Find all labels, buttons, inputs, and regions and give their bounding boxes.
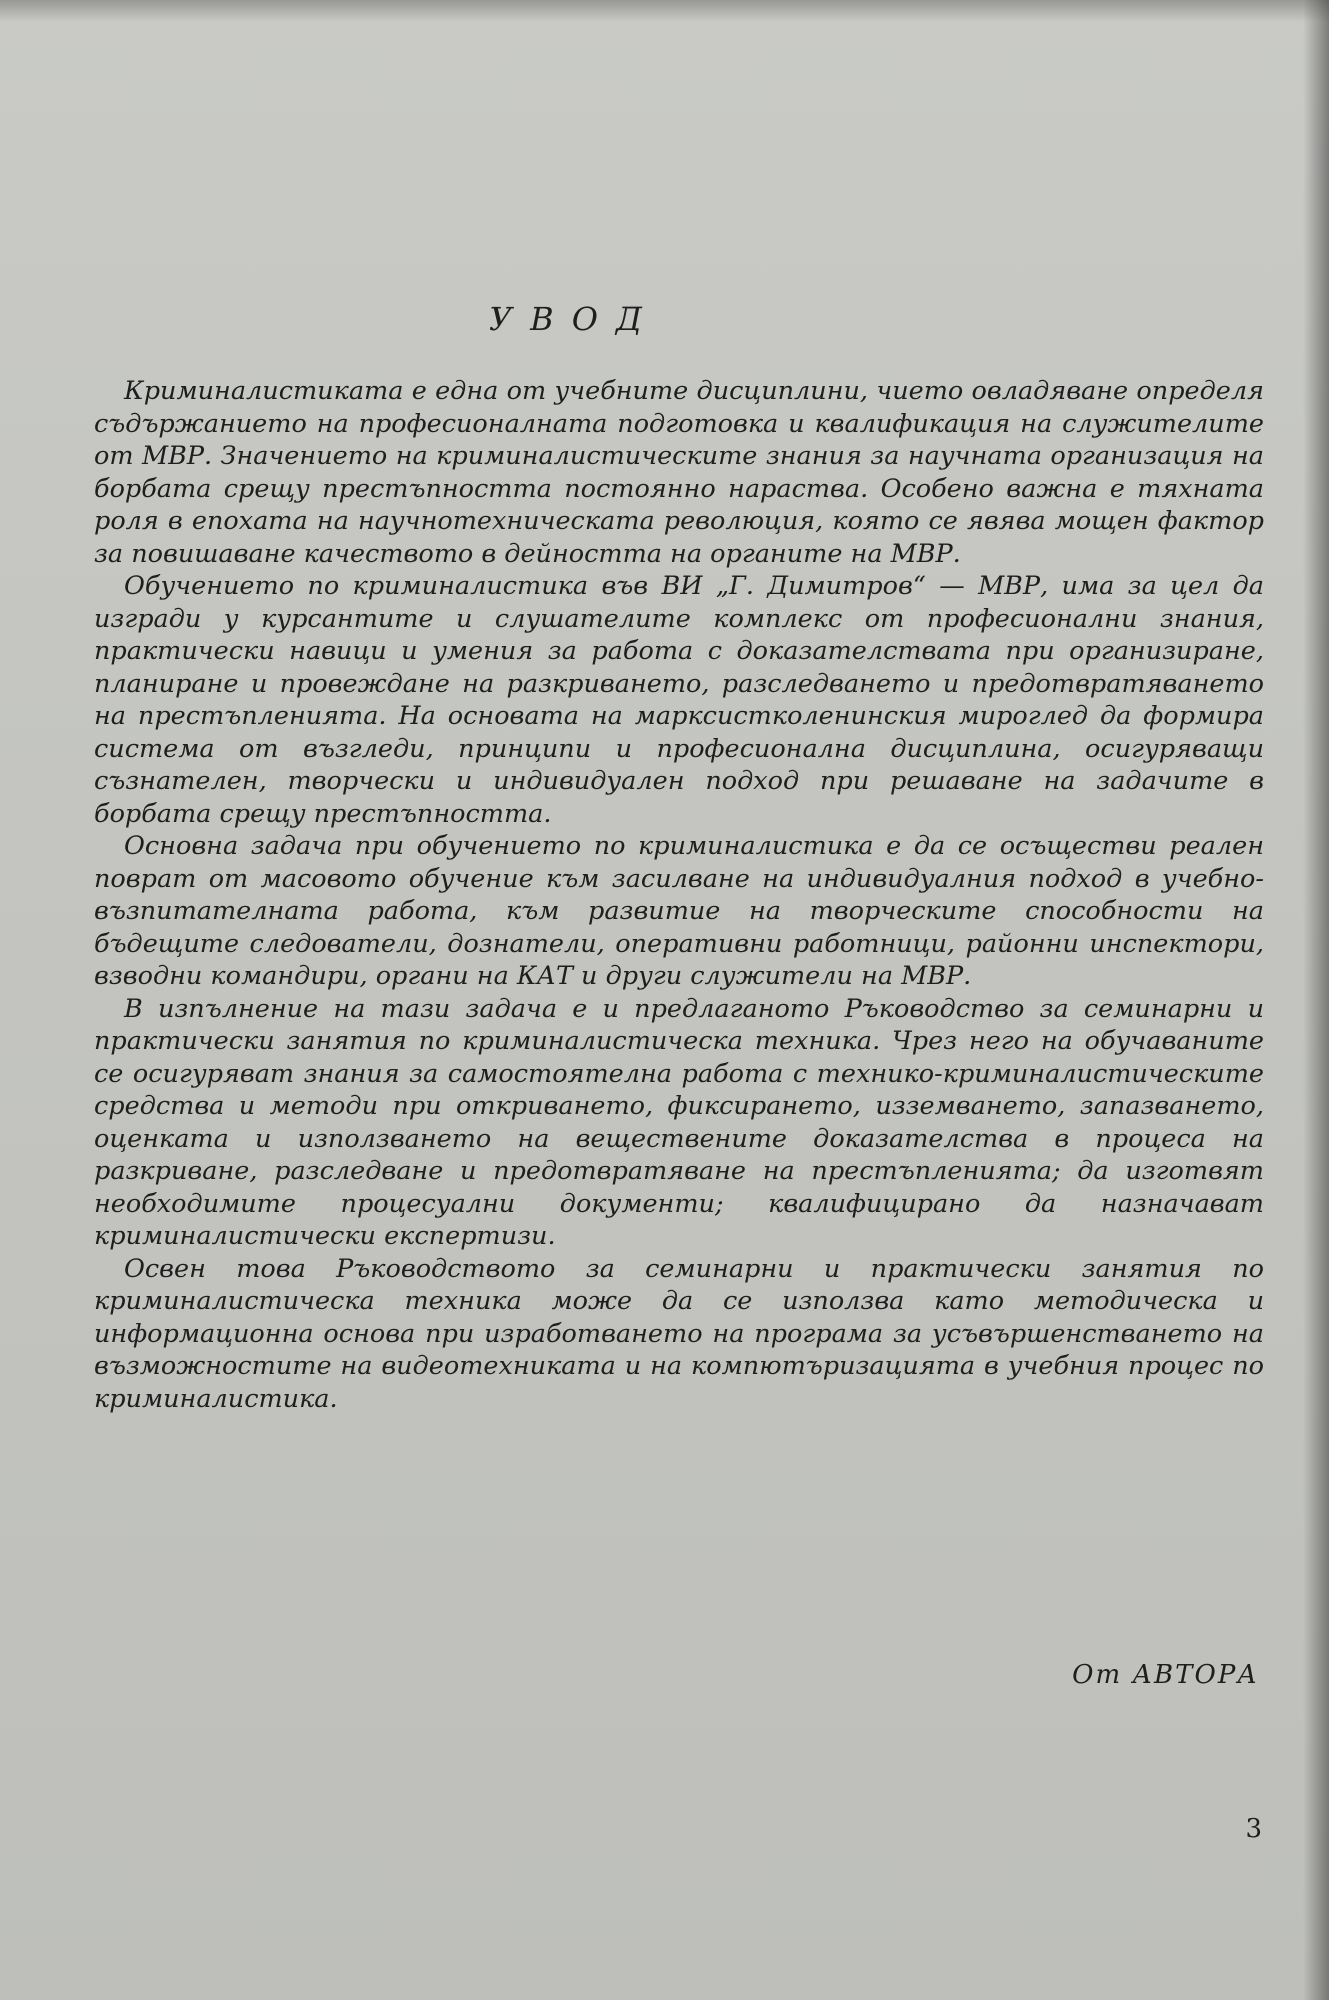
introduction-text — [94, 375, 1264, 1415]
paragraph-1: Криминалистиката е една от учебните дисциплини, чието овладяване определя съдържанието на професионалната подготовка и квалификация на служителите от МВР. Значението на криминалистическите знания за научната организация на борбата срещу престъпността постоянно нараства. Особено важна е тяхната роля в епохата на научнотехническата революция, която се явява мощен фактор за повишаване качеството в дейността на органите на МВР. — [94, 376, 1264, 569]
paragraph-4: В изпълнение на тази задача е и предлаганото Ръководство за семинарни и практически занятия по криминалистическа техника. Чрез него на обучаваните се осигуряват знания за самостоятелна работа с технико-криминалистическите средства и методи при откриването, фиксирането, изземването, запазването, оценката и използването на веществените доказателства в процеса на разкриване, разследване и предотвратяване на престъпленията; да изготвят необходимите процесуални документи; квалифицирано да назначават криминалистически експертизи. — [94, 993, 1264, 1251]
page-top-shadow — [0, 0, 1329, 22]
paragraph-5: Освен това Ръководството за семинарни и практически занятия по криминалистическа техника може да се използва като методическа и информационна основа при изработването на програма за усъвършенстването на възможностите на видеотехниката и на компютъризацията в учебния процес по криминалистика. — [94, 1253, 1264, 1414]
author-signature: От АВТОРА — [1072, 1660, 1259, 1690]
page-title — [0, 300, 1329, 338]
paragraph-2: Обучението по криминалистика във ВИ „Г. Димитров“ — МВР, има за цел да изгради у курсантите и слушателите комплекс от професионални знания, практически навици и умения за работа с доказателствата при организиране, планиране и провеждане на разкриването, разследването и предотвратяването на престъпленията. На основата на марксистколенинския мироглед да формира система от възгледи, принципи и професионална дисциплина, осигуряващи съзнателен, творчески и индивидуален подход при решаване на задачите в борбата срещу престъпността. — [94, 571, 1264, 829]
title-text: УВОД — [489, 300, 660, 338]
paragraph-3: Основна задача при обучението по криминалистика е да се осъществи реален поврат от масовото обучение към засилване на индивидуалния подход в учебно-възпитателната работа, към развитие на творческите способности на бъдещите следователи, дознатели, оперативни работници, районни инспектори, взводни командири, органи на КАТ и други служители на МВР. — [94, 831, 1264, 991]
page-number: 3 — [1245, 1814, 1262, 1844]
